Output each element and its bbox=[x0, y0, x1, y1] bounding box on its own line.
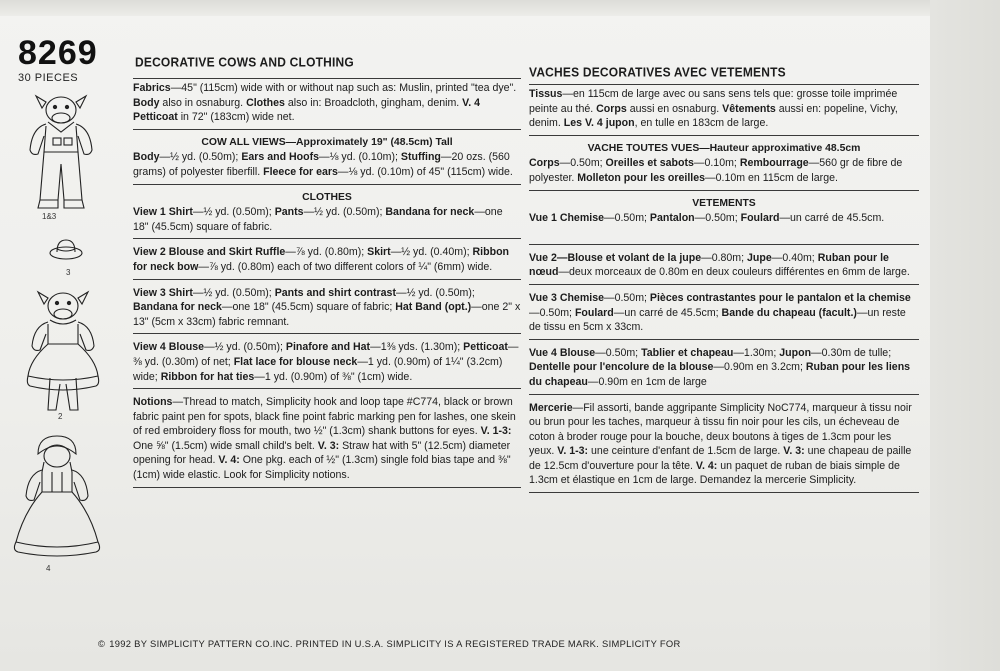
text: —0.50m; bbox=[603, 291, 650, 304]
text: —one 18" (45.5cm) square of fabric. bbox=[133, 206, 503, 233]
label-bold: Fleece for ears bbox=[263, 165, 338, 178]
text: , en tulle en 183cm de large. bbox=[634, 117, 769, 130]
text: One ⅝" (1.5cm) wide small child's belt. bbox=[133, 439, 318, 452]
label-bold: Bandana for neck bbox=[385, 206, 475, 219]
copyright-icon: © bbox=[98, 638, 106, 649]
label-bold: Foulard bbox=[574, 306, 614, 319]
label-bold: Flat lace for blouse neck bbox=[233, 355, 358, 368]
label-bold: Ribbon for hat ties bbox=[160, 370, 255, 383]
text: —0.40m; bbox=[771, 251, 818, 264]
label-bold: Jupe bbox=[747, 251, 772, 264]
label-bold: V. 3: bbox=[317, 439, 340, 452]
view-4-section bbox=[133, 334, 521, 389]
label-bold: Vêtements bbox=[722, 102, 776, 115]
text: —en 115cm de large avec ou sans sens tels que: bbox=[562, 88, 797, 100]
label-bold: V. 4: bbox=[695, 459, 718, 472]
label-bold: Petticoat bbox=[463, 341, 508, 354]
label-bold: V. 1-3: bbox=[480, 425, 512, 438]
label-bold: Fabrics bbox=[133, 82, 171, 94]
text: —1⅜ yds. (1.30m); bbox=[370, 341, 464, 354]
text: —un carré de 45.5cm; bbox=[613, 306, 722, 319]
text: —½ yd. (0.50m); bbox=[159, 151, 242, 164]
style-number: 8269 bbox=[18, 34, 98, 72]
label-bold: Dentelle pour l'encolure de la blouse bbox=[529, 361, 714, 374]
vue-2-section bbox=[529, 245, 919, 285]
text: —⅛ yd. (0.10m); bbox=[319, 151, 401, 164]
mercerie-section bbox=[529, 395, 919, 494]
text: aussi en osnaburg. bbox=[626, 102, 723, 115]
label-bold: Body bbox=[133, 151, 160, 164]
text: —⅞ yd. (0.80m) each of two different colors of ¼" (6mm) wide. bbox=[198, 260, 493, 273]
tissus-section bbox=[529, 84, 919, 136]
label-bold: V. 4: bbox=[218, 454, 240, 467]
label-bold: Corps bbox=[596, 102, 627, 115]
label-bold: View 4 Blouse bbox=[133, 341, 205, 354]
text: aussi en: popeline, Vichy, denim. bbox=[529, 102, 898, 130]
cow-all-views-section bbox=[133, 130, 521, 185]
title-english: DECORATIVE COWS AND CLOTHING bbox=[135, 54, 354, 70]
text: —0.50m; bbox=[595, 346, 642, 359]
label-bold: Ruban pour les liens du chapeau bbox=[529, 361, 911, 388]
label-bold: Les V. 4 jupon bbox=[563, 117, 635, 130]
label-bold: Pants bbox=[274, 206, 304, 219]
label-bold: Bandana for neck bbox=[133, 301, 222, 314]
clothes-heading: CLOTHES bbox=[302, 191, 352, 203]
text: —⅞ yd. (0.80m); bbox=[285, 246, 368, 259]
text: —0.50m; bbox=[559, 157, 606, 170]
figure-label: 2 bbox=[58, 412, 63, 421]
label-bold: Pièces contrastantes pour le pantalon et la chemise bbox=[649, 291, 911, 304]
label-bold: Stuffing bbox=[400, 151, 441, 164]
label-bold: V. 1-3: bbox=[557, 445, 589, 458]
text: —Fil assorti, bande aggripante Simplicity NoC774, marqueur à tissu noir ou brun pour les taches, marqueur à tissu fin noir pour les cils, un écheveau de coton à broder rouge pour la bouche, deux boutons à tiges de 1.3cm pour les yeux. bbox=[529, 401, 912, 458]
label-bold: Notions bbox=[133, 396, 173, 409]
label-bold: Tissus bbox=[529, 88, 563, 100]
label-bold: Pinafore and Hat bbox=[285, 341, 371, 354]
vetements-heading: VETEMENTS bbox=[692, 197, 756, 209]
text: —½ yd. (0.50m); bbox=[204, 341, 286, 354]
text: —1.30m; bbox=[733, 346, 780, 359]
vue-3-section bbox=[529, 285, 919, 340]
figure-label: 1&3 bbox=[42, 212, 57, 221]
text: Muslin, printed "tea dye". bbox=[399, 82, 517, 94]
text: —deux morceaux de 0.80m en deux couleurs différentes en 6mm de large. bbox=[558, 266, 910, 279]
label-bold: View 1 Shirt bbox=[133, 206, 193, 219]
text: —½ yd. (0.50m); bbox=[192, 286, 275, 299]
text: —0.30m de tulle; bbox=[811, 346, 892, 359]
hat-illustration bbox=[48, 236, 84, 262]
text: —0.90m en 1cm de large bbox=[587, 375, 707, 388]
label-bold: Vue 1 Chemise bbox=[529, 212, 604, 225]
envelope-side-flap bbox=[930, 0, 1000, 671]
label-bold: Skirt bbox=[367, 246, 391, 259]
label-bold: Hat Band (opt.) bbox=[395, 301, 472, 314]
label-bold: Ruban pour le nœud bbox=[529, 251, 889, 279]
label-bold: Foulard bbox=[740, 212, 780, 225]
view-1-3-illustration bbox=[20, 92, 102, 214]
text: —20 ozs. (560 grams) of polyester fiberfill. bbox=[133, 151, 510, 178]
view-1-section bbox=[133, 185, 521, 240]
fabrics-section bbox=[133, 78, 521, 130]
label-bold: View 3 Shirt bbox=[133, 286, 193, 299]
text: in 72" (183cm) wide net. bbox=[177, 111, 295, 124]
label-bold: Vue 3 Chemise bbox=[529, 291, 604, 304]
label-bold: Oreilles et sabots bbox=[605, 157, 694, 170]
figure-label: 4 bbox=[46, 564, 51, 573]
text: —⅛ yd. (0.10m) of 45" (115cm) wide. bbox=[337, 165, 513, 178]
text: —0.50m; bbox=[529, 306, 575, 319]
label-bold: Ears and Hoofs bbox=[241, 151, 320, 164]
cow-all-views-heading: COW ALL VIEWS—Approximately 19" (48.5cm) Tall bbox=[201, 136, 453, 148]
pieces-count: 30 PIECES bbox=[18, 72, 79, 84]
label-bold: Vue 4 Blouse bbox=[529, 346, 596, 359]
text: —0.90m en 3.2cm; bbox=[713, 361, 806, 374]
text: —1 yd. (0.90m) of ⅜" (1cm) wide. bbox=[254, 370, 413, 383]
label-bold: Rembourrage bbox=[739, 157, 809, 170]
text: —½ yd. (0.50m); bbox=[192, 206, 275, 219]
vue-4-section bbox=[529, 340, 919, 395]
label-bold: Corps bbox=[529, 157, 560, 170]
label-bold: Pants and shirt contrast bbox=[274, 286, 396, 299]
text: —560 gr de fibre de polyester. bbox=[529, 157, 903, 184]
text: One pkg. each of ½" (1.3cm) single fold bias tape and ⅜" (1cm) wide elastic. Look for Simplicity notions. bbox=[133, 454, 511, 482]
text: —0.50m; bbox=[603, 212, 650, 225]
french-column bbox=[529, 84, 919, 493]
label-bold: Body bbox=[133, 96, 160, 109]
envelope-top-edge bbox=[0, 0, 1000, 16]
text: —½ yd. (0.50m); bbox=[303, 206, 386, 219]
text: —0.50m; bbox=[694, 212, 741, 225]
label-bold: Pantalon bbox=[649, 212, 695, 225]
text: —0.80m; bbox=[701, 251, 748, 264]
view-4-illustration bbox=[8, 432, 106, 562]
english-column bbox=[133, 78, 521, 488]
label-bold: Clothes bbox=[246, 96, 285, 109]
text: Straw hat with 5" (12.5cm) diameter opening for head. bbox=[133, 439, 511, 467]
figure-label: 3 bbox=[66, 268, 71, 277]
text: —Thread to match, Simplicity hook and loop tape #C774, black or brown fabric paint pen for spots, black fine point fabric marking pen for lashes, one skein of red embroidery floss for mouth, two ½" (1.3cm) shank buttons for eyes. bbox=[133, 396, 516, 438]
vache-heading: VACHE TOUTES VUES—Hauteur approximative 48.5cm bbox=[587, 142, 861, 154]
label-bold: V. 3: bbox=[783, 445, 805, 458]
copyright-footer bbox=[98, 638, 681, 649]
text: —un carré de 45.5cm. bbox=[779, 212, 885, 225]
notions-section bbox=[133, 389, 521, 488]
vache-section bbox=[529, 136, 919, 191]
text: —1 yd. (0.90m) of 1¼" (3.2cm) wide; bbox=[133, 355, 503, 383]
text: —⅜ yd. (0.30m) of net; bbox=[133, 341, 519, 368]
text: —45" (115cm) wide with or without nap such as: bbox=[170, 82, 400, 94]
text: —½ yd. (0.50m); bbox=[395, 286, 475, 299]
vue-1-section bbox=[529, 191, 919, 245]
text: —0.10m en 115cm de large. bbox=[705, 171, 838, 184]
title-french: VACHES DECORATIVES AVEC VETEMENTS bbox=[529, 64, 786, 80]
label-bold: V. 4 Petticoat bbox=[133, 96, 481, 124]
text: —0.10m; bbox=[693, 157, 740, 170]
text: une ceinture d'enfant de 1.5cm de large. bbox=[588, 445, 784, 458]
view-3-section bbox=[133, 280, 521, 335]
text: also in: Broadcloth, gingham, denim. bbox=[284, 96, 463, 109]
label-bold: View 2 Blouse and Skirt Ruffle bbox=[133, 246, 286, 259]
text: grosse toile imprimée peinte au thé. bbox=[529, 88, 898, 115]
view-2-illustration bbox=[20, 288, 106, 412]
view-2-section bbox=[133, 239, 521, 279]
text: une chapeau de paille de 12.5cm d'ouverture pour la tête. bbox=[529, 445, 912, 472]
text: un paquet de ruban de biais simple de 1.3cm et élastique en 1cm de large. Demandez la mercerie Simplicity. bbox=[529, 459, 900, 487]
label-bold: Ribbon for neck bow bbox=[133, 246, 510, 273]
text: —½ yd. (0.40m); bbox=[390, 246, 473, 259]
label-bold: Vue 2—Blouse et volant de la jupe bbox=[529, 251, 702, 264]
label-bold: Tablier et chapeau bbox=[641, 346, 734, 359]
label-bold: Bande du chapeau (facult.) bbox=[721, 306, 857, 319]
copyright-text: 1992 BY SIMPLICITY PATTERN CO.INC. PRINTED IN U.S.A. SIMPLICITY IS A REGISTERED TRADE MARK. SIMPLICITY FOR bbox=[109, 638, 681, 649]
label-bold: Jupon bbox=[779, 346, 812, 359]
label-bold: Molleton pour les oreilles bbox=[577, 171, 706, 184]
text: —un reste de tissu en 5cm x 33cm. bbox=[529, 306, 906, 334]
label-bold: Mercerie bbox=[529, 401, 573, 414]
text: —one 2" x 13" (5cm x 33cm) fabric remnant. bbox=[133, 301, 521, 328]
text: also in osnaburg. bbox=[159, 96, 247, 109]
text: —one 18" (45.5cm) square of fabric; bbox=[221, 301, 396, 314]
